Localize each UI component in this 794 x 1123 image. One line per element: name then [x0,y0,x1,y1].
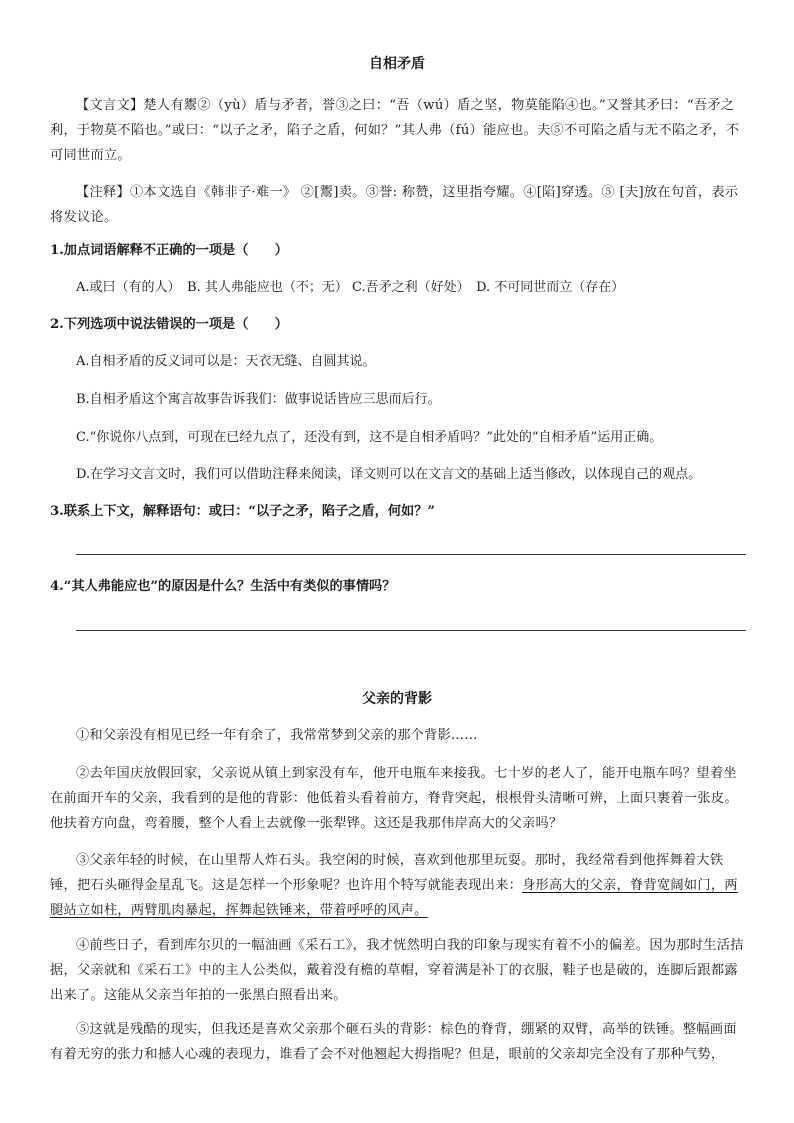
essay-paragraph-3-text: ③父亲年轻的时候，在山里帮人炸石头。我空闲的时候，喜欢到他那里玩耍。那时，我经常看到他挥舞着大铁锤，把石头砸得金星乱飞。这是怎样一个形象呢？也许用个特写就能表现出来： [50,853,724,893]
question-3-answer-line[interactable] [76,554,746,555]
annotation-paragraph: 【注释】①本文选自《韩非子·难一》 ②[鬻]卖。③誉: 称赞，这里指夸耀。④[陷]穿透。⑤ [夫]放在句首，表示将发议论。 [50,185,739,225]
essay-paragraph-1: ①和父亲没有相见已经一年有余了，我常常梦到父亲的那个背影…… [76,728,478,743]
question-3-stem: 3.联系上下文，解释语句：或曰：“以子之矛，陷子之盾，何如？” [50,504,435,519]
underlined-sentence: 身形高大的父亲，脊背宽阔如门，两腿站立如柱，两臂肌肉暴起，挥舞起铁锤来，带着呼呼的风声。 [50,878,738,918]
passage2-title: 父亲的背影 [362,691,432,707]
question-1-options[interactable]: A.或曰（有的人） B. 其人弗能应也（不；无） C.吾矛之利（好处） D. 不可同世而立（存在） [76,280,625,295]
essay-paragraph-5: ⑤这就是残酷的现实，但我还是喜欢父亲那个砸石头的背影：棕色的脊背，绷紧的双臂，高举的铁锤。整幅画面有着无穷的张力和撼人心魂的表现力，谁看了会不对他翘起大拇指呢？但是，眼前的父亲却完全没有了那种气势， [50,1022,737,1062]
question-2-option-b[interactable]: B.自相矛盾这个寓言故事告诉我们：做事说话皆应三思而后行。 [76,392,441,407]
passage1-title: 自相矛盾 [369,56,425,72]
question-2-option-c[interactable]: C.“你说你八点到，可现在已经九点了，还没有到，这不是自相矛盾吗？”此处的“自相矛盾”运用正确。 [76,430,663,445]
question-4-answer-line[interactable] [76,630,746,631]
question-4-stem: 4.“其人弗能应也”的原因是什么？生活中有类似的事情吗？ [50,579,396,594]
question-2-option-a[interactable]: A.自相矛盾的反义词可以是：天衣无缝、自圆其说。 [76,354,376,369]
question-1-stem: 1.加点词语解释不正确的一项是（ ） [50,243,288,258]
essay-paragraph-3 [50,848,750,923]
question-2-stem: 2.下列选项中说法错误的一项是（ ） [50,317,288,332]
classical-text-paragraph: 【文言文】楚人有鬻②（yù）盾与矛者，誉③之曰：“吾（wú）盾之坚，物莫能陷④也。”又誉其矛曰：“吾矛之利，于物莫不陷也。”或曰：“以子之矛，陷子之盾，何如？”其人弗（fú）能应也。夫⑤不可陷之盾与无不陷之矛，不可同世而立。 [50,98,740,163]
question-2-option-d[interactable]: D.在学习文言文时，我们可以借助注释来阅读，译文则可以在文言文的基础上适当修改，以体现自己的观点。 [76,467,702,482]
essay-paragraph-2: ②去年国庆放假回家，父亲说从镇上到家没有车，他开电瓶车来接我。七十岁的老人了，能开电瓶车吗？望着坐在前面开车的父亲，我看到的是他的背影：他低着头看着前方，脊背突起，根根骨头清晰可辨，上面只裹着一张皮。他扶着方向盘，弯着腰，整个人看上去就像一张犁铧。这还是我那伟岸高大的父亲吗？ [50,766,738,831]
essay-paragraph-4: ④前些日子，看到库尔贝的一幅油画《采石工》，我才恍然明白我的印象与现实有着不小的偏差。因为那时生活拮据，父亲就和《采石工》中的主人公类似，戴着没有檐的草帽，穿着满是补丁的衣服，鞋子也是破的，连脚后跟都露出来了。这能从父亲当年拍的一张黑白照看出来。 [50,938,744,1003]
